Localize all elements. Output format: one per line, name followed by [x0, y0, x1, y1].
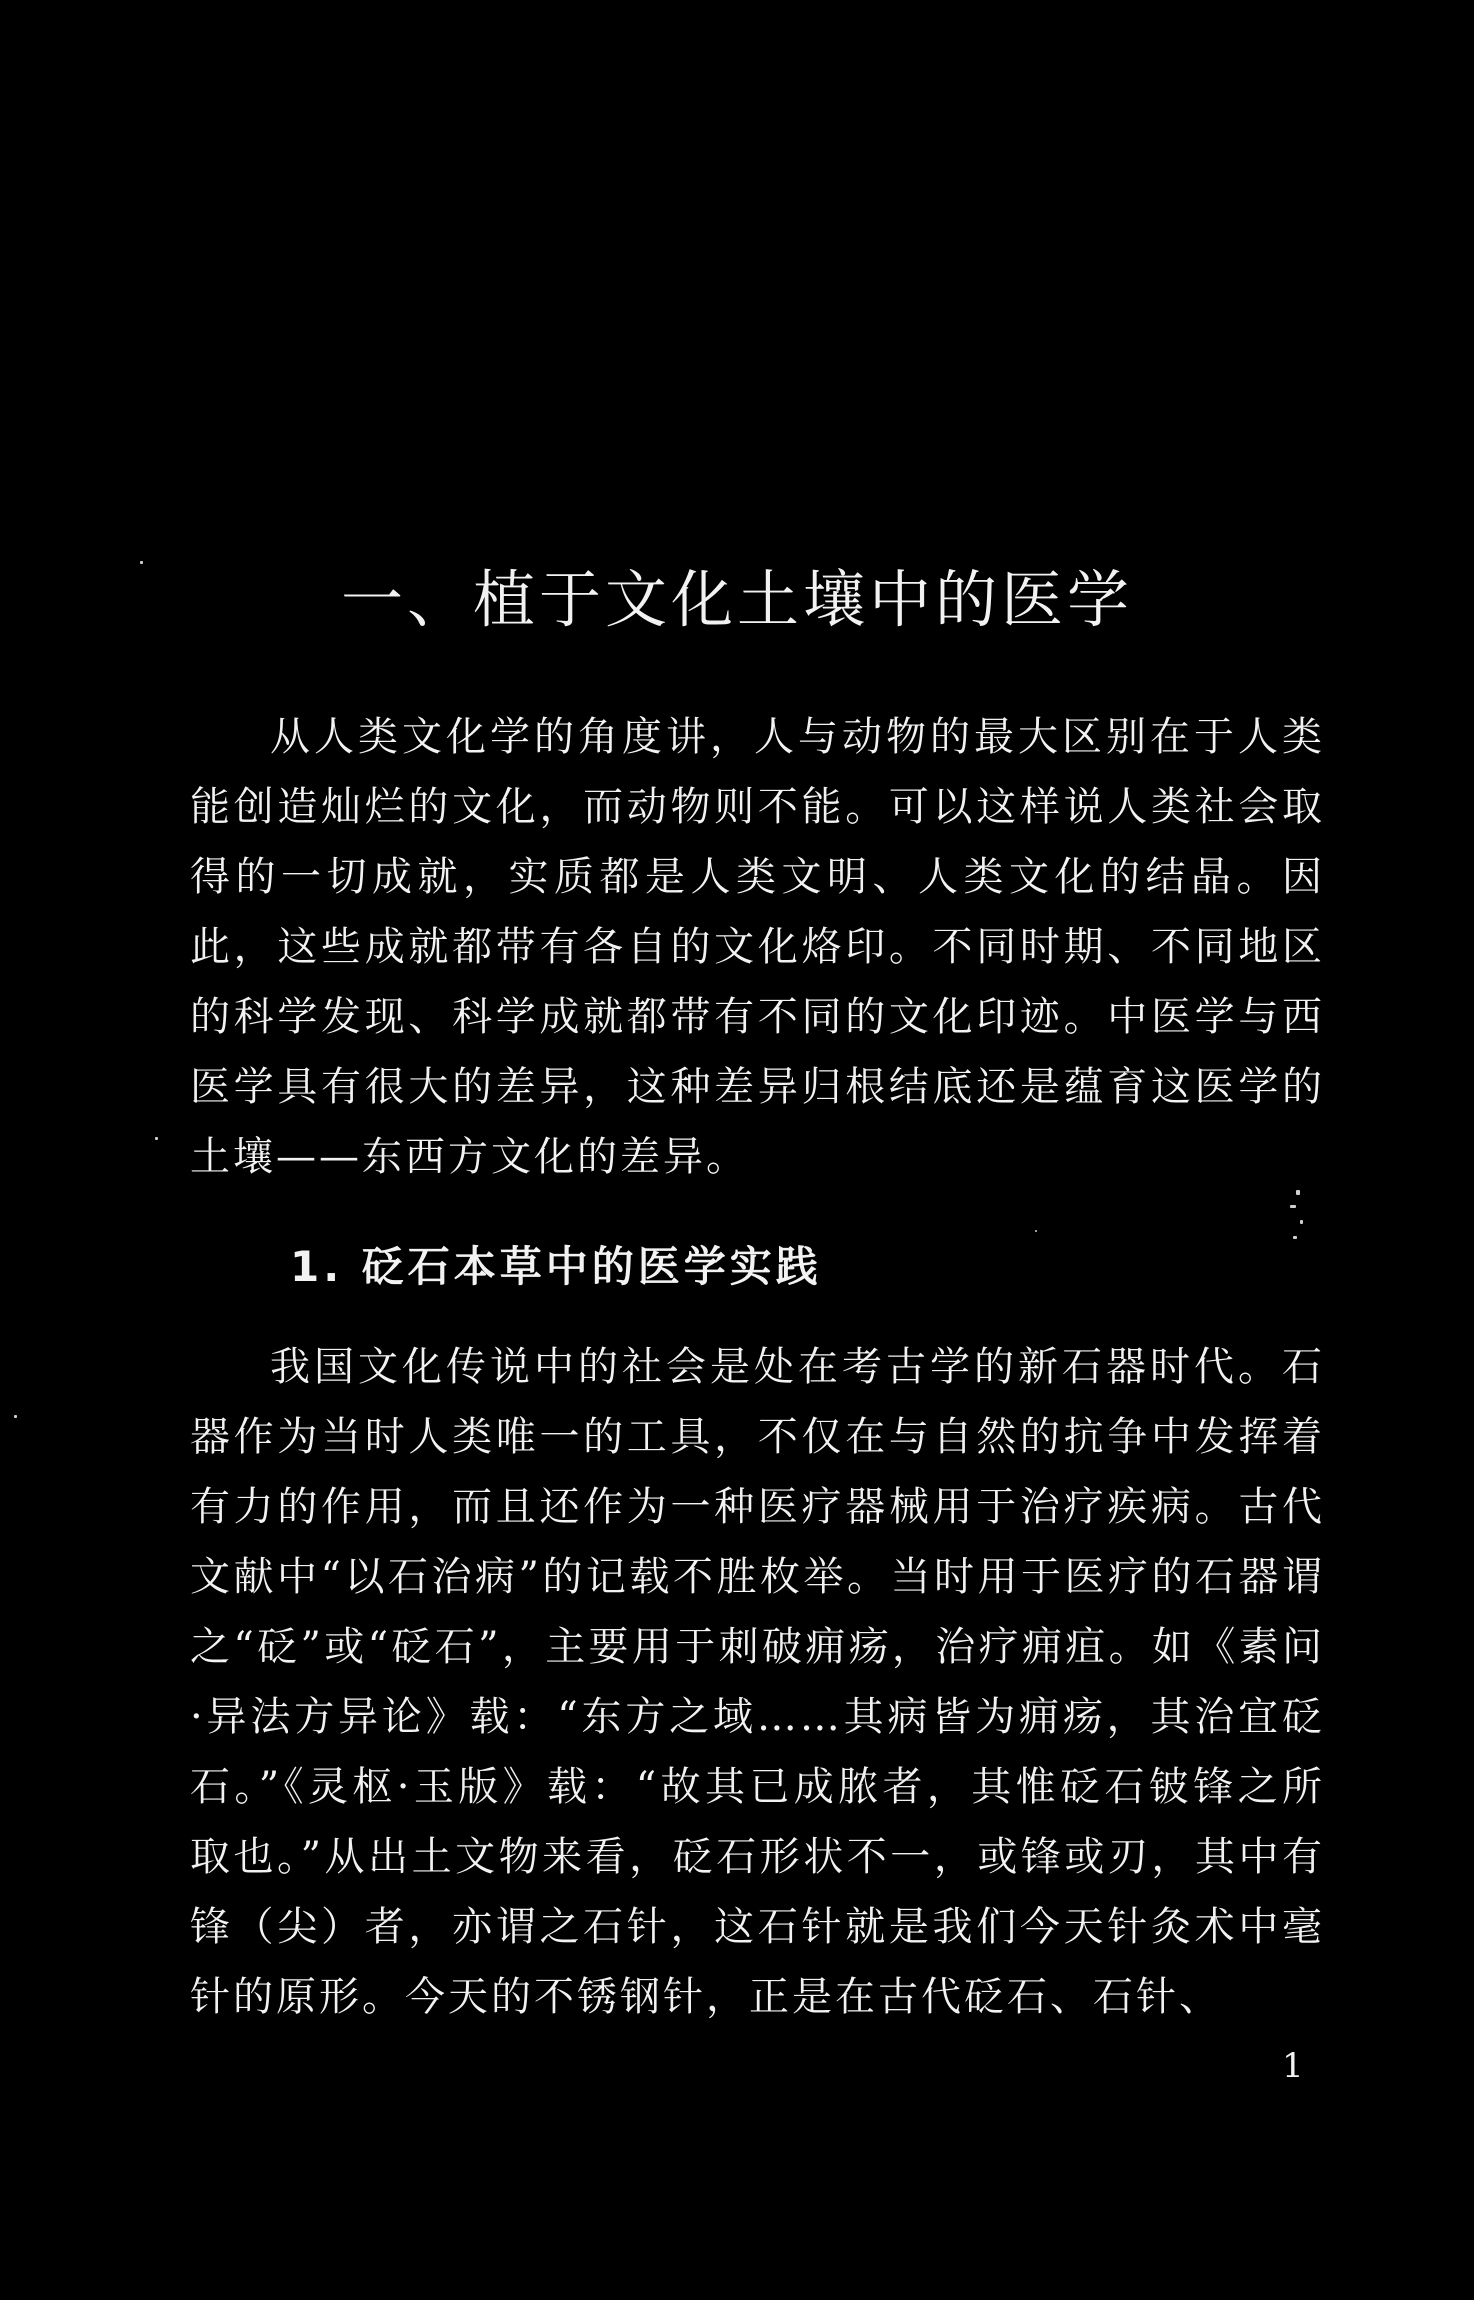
- scan-speck: [1035, 1230, 1037, 1232]
- scan-speck: [1300, 1220, 1303, 1224]
- scan-speck: [1296, 1190, 1300, 1195]
- section-paragraph: 我国文化传说中的社会是处在考古学的新石器时代。石器作为当时人类唯一的工具，不仅在与自然的抗争中发挥着有力的作用，而且还作为一种医疗器械用于治疗疾病。古代文献中“以石治病”的记载不胜枚举。当时用于医疗的石器谓之“砭”或“砭石”，主要用于刺破痈疡，治疗痈疽。如《素问·异法方异论》载：“东方之域……其病皆为痈疡，其治宜砭石。”《灵枢·玉版》载：“故其已成脓者，其惟砭石铍锋之所取也。”从出土文物来看，砭石形状不一，或锋或刃，其中有锋（尖）者，亦谓之石针，这石针就是我们今天针灸术中毫针的原形。今天的不锈钢针，正是在古代砭石、石针、: [190, 1344, 1325, 2020]
- scan-speck: [14, 1415, 17, 1418]
- scan-speck: [155, 1137, 158, 1140]
- section-heading: 1. 砭石本草中的医学实践: [290, 1242, 822, 1291]
- intro-paragraph: 从人类文化学的角度讲，人与动物的最大区别在于人类能创造灿烂的文化，而动物则不能。可以这样说人类社会取得的一切成就，实质都是人类文明、人类文化的结晶。因此，这些成就都带有各自的文化烙印。不同时期、不同地区的科学发现、科学成就都带有不同的文化印迹。中医学与西医学具有很大的差异，这种差异归根结底还是蕴育这医学的土壤——东西方文化的差异。: [190, 714, 1325, 1180]
- page-number: 1: [1282, 2046, 1304, 2086]
- scan-speck: [1290, 1205, 1296, 1208]
- scan-speck: [1293, 1236, 1297, 1239]
- scan-speck: [140, 561, 143, 564]
- chapter-title: 一、植于文化土壤中的医学: [340, 563, 1133, 636]
